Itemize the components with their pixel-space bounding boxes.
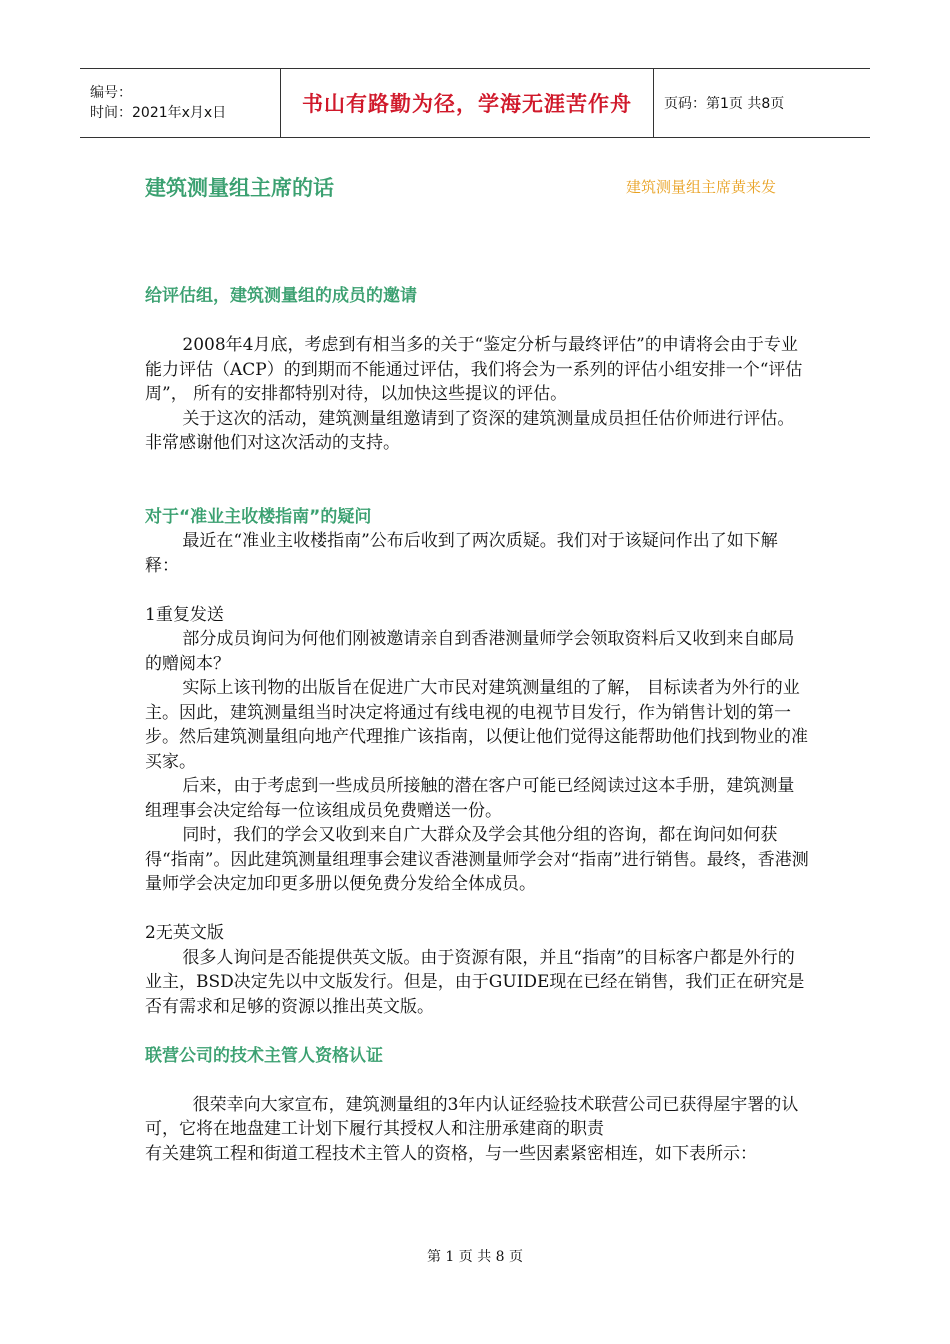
- header-page-cell: [654, 69, 870, 137]
- document-title: 建筑测量组主席的话: [145, 175, 334, 200]
- header-motto-cell: [280, 69, 654, 137]
- time-label: 时间：2021年x月x日: [90, 105, 227, 121]
- paragraph: 很荣幸向大家宣布，建筑测量组的3年内认证经验技术联营公司已获得屋宇署的认可，它将在地盘建工计划下履行其授权人和注册承建商的职责: [145, 1094, 799, 1139]
- page-code: 页码：第1页 共8页: [664, 96, 785, 112]
- paragraph: 关于这次的活动，建筑测量组邀请到了资深的建筑测量成员担任估价师进行评估。非常感谢他们对这次活动的支持。: [145, 408, 795, 453]
- paragraph: 很多人询问是否能提供英文版。由于资源有限，并且“指南”的目标客户都是外行的业主，BSD决定先以中文版发行。但是，由于GUIDE现在已经在销售，我们正在研究是否有需求和足够的资源以推出英文版。: [145, 947, 805, 1017]
- header-left-cell: [80, 69, 280, 137]
- list-item-heading: 2无英文版: [145, 923, 224, 943]
- section-heading: 联营公司的技术主管人资格认证: [145, 1045, 383, 1066]
- motto: 书山有路勤为径，学海无涯苦作舟: [302, 92, 632, 116]
- paragraph: 同时，我们的学会又收到来自广大群众及学会其他分组的咨询，都在询问如何获得“指南”。因此建筑测量组理事会建议香港测量师学会对“指南”进行销售。最终，香港测量师学会决定加印更多册以便免费分发给全体成员。: [145, 825, 809, 894]
- section-heading: 对于“准业主收楼指南”的疑问: [145, 506, 372, 527]
- paragraph: 有关建筑工程和街道工程技术主管人的资格，与一些因素紧密相连，如下表所示：: [145, 1143, 757, 1164]
- paragraph: 部分成员询问为何他们刚被邀请亲自到香港测量师学会领取资料后又收到来自邮局的赠阅本？: [145, 629, 795, 674]
- header-table: [80, 68, 870, 138]
- paragraph: 最近在“准业主收楼指南”公布后收到了两次质疑。我们对于该疑问作出了如下解释：: [145, 531, 778, 576]
- section-heading: 给评估组，建筑测量组的成员的邀请: [145, 286, 417, 306]
- document-body: [145, 284, 810, 1166]
- page-footer: 第 1 页 共 8 页: [426, 1249, 524, 1265]
- paragraph: 后来，由于考虑到一些成员所接触的潜在客户可能已经阅读过这本手册，建筑测量组理事会决定给每一位该组成员免费赠送一份。: [145, 776, 795, 821]
- list-item-heading: 1重复发送: [145, 604, 224, 625]
- number-label: 编号：: [90, 85, 132, 101]
- document-author: 建筑测量组主席黄来发: [626, 178, 777, 196]
- paragraph: 2008年4月底，考虑到有相当多的关于“鉴定分析与最终评估”的申请将会由于专业能力评估（ACP）的到期而不能通过评估，我们将会为一系列的评估小组安排一个“评估周”， 所有的安排都特别对待，以加快这些提议的评估。: [145, 335, 803, 404]
- paragraph: 实际上该刊物的出版旨在促进广大市民对建筑测量组的了解， 目标读者为外行的业主。因此，建筑测量组当时决定将通过有线电视的电视节目发行，作为销售计划的第一步。然后建筑测量组向地产代理推广该指南，以便让他们觉得这能帮助他们找到物业的准买家。: [145, 678, 808, 772]
